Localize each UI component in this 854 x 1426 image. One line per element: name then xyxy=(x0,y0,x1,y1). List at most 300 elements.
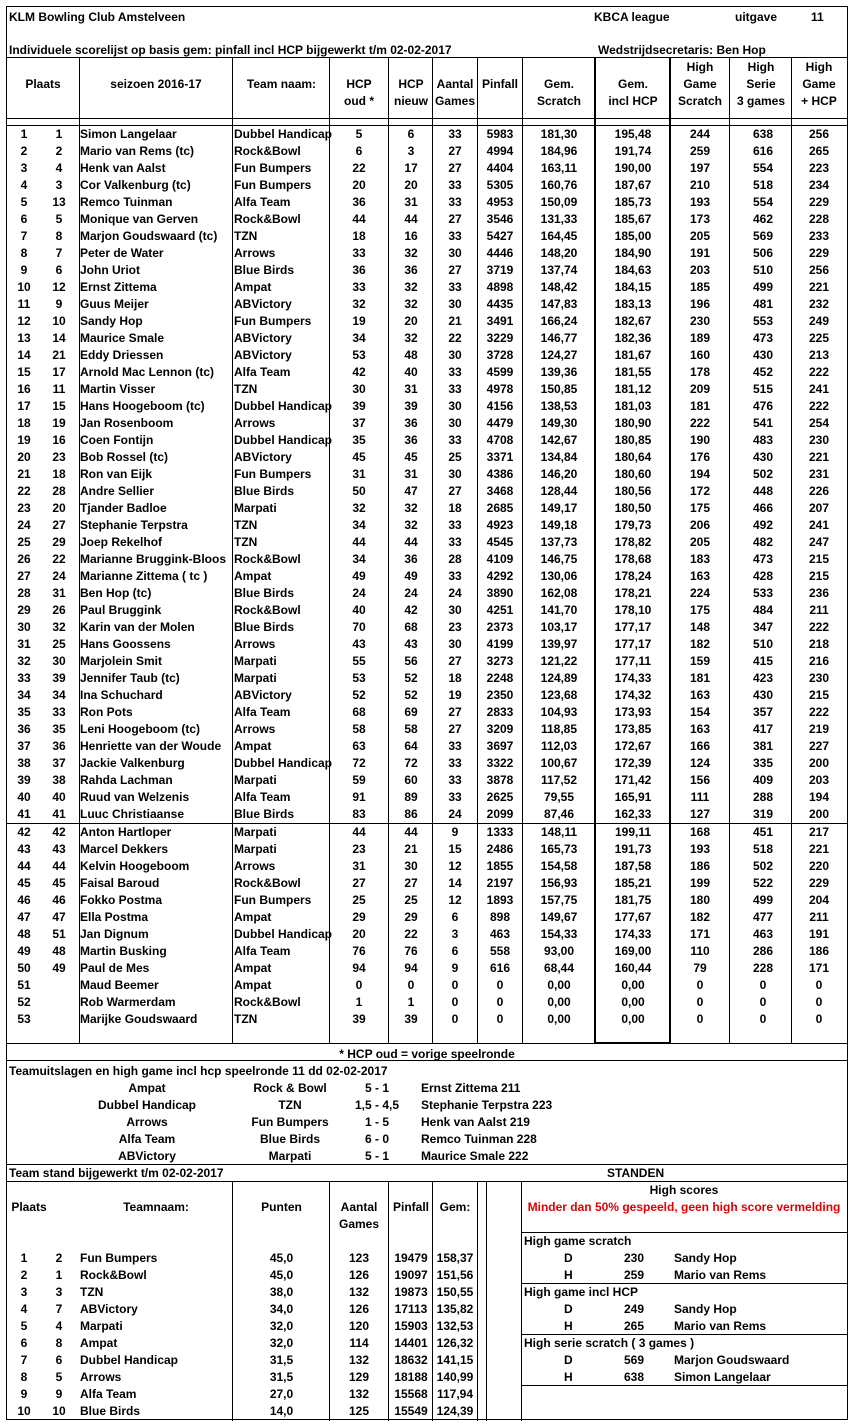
high-game-hcp: 231 xyxy=(808,467,830,481)
team-name: ABVictory xyxy=(234,450,292,464)
high-game-scratch: 193 xyxy=(689,842,711,856)
team-name: Arrows xyxy=(234,416,276,430)
high-game-hcp: 256 xyxy=(808,263,830,277)
avg-incl-hcp: 183,13 xyxy=(614,297,652,311)
avg-incl-hcp: 179,73 xyxy=(614,518,652,532)
prev-rank: 48 xyxy=(52,944,66,958)
high-game-scratch: 181 xyxy=(689,671,711,685)
games: 30 xyxy=(448,246,462,260)
hcp-new: 32 xyxy=(404,297,418,311)
column-divider xyxy=(522,57,523,1043)
standings-row xyxy=(7,1403,847,1420)
team-name: Fun Bumpers xyxy=(80,1251,158,1265)
high-game-scratch: 173 xyxy=(689,212,711,226)
avg-incl-hcp: 181,67 xyxy=(614,348,652,362)
team-name: Blue Birds xyxy=(234,263,295,277)
avg-scratch: 128,44 xyxy=(540,484,578,498)
player-name: Peter de Water xyxy=(80,246,164,260)
high-serie: 0 xyxy=(759,978,767,992)
high-game-scratch: 190 xyxy=(689,433,711,447)
column-header: Games xyxy=(434,94,476,108)
column-header: incl HCP xyxy=(608,94,658,108)
high-game-hcp: 186 xyxy=(808,944,830,958)
games: 15 xyxy=(448,842,462,856)
hcp-new: 20 xyxy=(404,314,418,328)
rank: 7 xyxy=(20,1353,28,1367)
high-game-hcp: 232 xyxy=(808,297,830,311)
average: 124,39 xyxy=(436,1404,474,1418)
prev-rank: 20 xyxy=(52,501,66,515)
high-serie: 476 xyxy=(752,399,774,413)
avg-incl-hcp: 174,32 xyxy=(614,688,652,702)
team-name: Fun Bumpers xyxy=(234,161,312,175)
avg-incl-hcp: 187,58 xyxy=(614,859,652,873)
team-name: Ampat xyxy=(234,569,272,583)
home-team: Ampat xyxy=(128,1081,166,1095)
player-name: Kelvin Hoogeboom xyxy=(80,859,190,873)
player-name: Henk van Aalst xyxy=(80,161,166,175)
hcp-new: 43 xyxy=(404,637,418,651)
high-serie: 319 xyxy=(752,807,774,821)
table-row xyxy=(7,602,847,619)
avg-scratch: 166,24 xyxy=(540,314,578,328)
prev-rank: 14 xyxy=(52,331,66,345)
prev-rank: 5 xyxy=(55,1370,63,1384)
prev-rank: 33 xyxy=(52,705,66,719)
high-game-scratch: 127 xyxy=(689,807,711,821)
rank: 8 xyxy=(20,246,28,260)
prev-rank: 46 xyxy=(52,893,66,907)
high-game-scratch: 175 xyxy=(689,603,711,617)
hcp-new: 40 xyxy=(404,365,418,379)
prev-rank: 43 xyxy=(52,842,66,856)
high-game-hcp: 0 xyxy=(815,1012,823,1026)
pinfall: 3209 xyxy=(486,722,514,736)
hcp-new: 48 xyxy=(404,348,418,362)
prev-rank: 40 xyxy=(52,790,66,804)
avg-incl-hcp: 181,55 xyxy=(614,365,652,379)
results-title: Teamuitslagen en high game incl hcp speelronde 11 dd 02-02-2017 xyxy=(9,1064,388,1078)
avg-scratch: 149,30 xyxy=(540,416,578,430)
games: 3 xyxy=(451,927,459,941)
prev-rank: 12 xyxy=(52,280,66,294)
high-serie: 466 xyxy=(752,501,774,515)
rank: 51 xyxy=(17,978,31,992)
table-row xyxy=(7,755,847,772)
player-name: Marcel Dekkers xyxy=(80,842,169,856)
rank: 6 xyxy=(20,1336,28,1350)
rank: 10 xyxy=(17,280,31,294)
high-game-hcp: 171 xyxy=(808,961,830,975)
pinfall: 17113 xyxy=(394,1302,428,1316)
team-name: Arrows xyxy=(234,722,276,736)
player-name: Faisal Baroud xyxy=(80,876,160,890)
high-game-scratch: 193 xyxy=(689,195,711,209)
team-name: ABVictory xyxy=(234,331,292,345)
divider xyxy=(7,1060,847,1061)
player-name: Ron van Eijk xyxy=(80,467,153,481)
table-row xyxy=(7,432,847,449)
rank: 22 xyxy=(17,484,31,498)
avg-scratch: 138,53 xyxy=(540,399,578,413)
high-serie: 569 xyxy=(752,229,774,243)
hcp-new: 58 xyxy=(404,722,418,736)
hcp-new: 36 xyxy=(404,416,418,430)
pinfall: 4994 xyxy=(486,144,514,158)
column-divider xyxy=(232,57,233,1043)
table-row xyxy=(7,892,847,909)
team-name: Rock&Bowl xyxy=(234,144,301,158)
high-serie: 518 xyxy=(752,178,774,192)
highscore-name: Mario van Rems xyxy=(674,1268,767,1282)
high-game-scratch: 111 xyxy=(690,790,710,804)
standings-col-punten: Punten xyxy=(261,1200,302,1214)
standings-col-pinfall: Pinfall xyxy=(392,1200,429,1214)
prev-rank: 25 xyxy=(52,637,66,651)
rank: 6 xyxy=(20,212,28,226)
avg-incl-hcp: 184,90 xyxy=(614,246,652,260)
player-name: Simon Langelaar xyxy=(80,127,177,141)
home-team: Dubbel Handicap xyxy=(97,1098,196,1112)
prev-rank: 29 xyxy=(52,535,66,549)
hcp-new: 25 xyxy=(404,893,418,907)
pinfall: 898 xyxy=(489,910,511,924)
games: 126 xyxy=(348,1268,370,1282)
hcp-new: 42 xyxy=(404,603,418,617)
player-name: Ina Schuchard xyxy=(80,688,163,702)
hcp-new: 27 xyxy=(404,876,418,890)
table-row xyxy=(7,262,847,279)
pinfall: 3468 xyxy=(486,484,514,498)
divider xyxy=(7,1043,847,1044)
hcp-new: 21 xyxy=(404,842,418,856)
highscore-category: H xyxy=(564,1268,573,1282)
games: 33 xyxy=(448,518,462,532)
hcp-new: 39 xyxy=(404,1012,418,1026)
hcp-old: 45 xyxy=(352,450,366,464)
table-row xyxy=(7,143,847,160)
highscore-name: Sandy Hop xyxy=(674,1302,737,1316)
highscore-value: 230 xyxy=(624,1251,645,1265)
games: 27 xyxy=(448,484,462,498)
high-game-hcp: 211 xyxy=(809,603,829,617)
points: 45,0 xyxy=(269,1268,294,1282)
player-name: Hans Hoogeboom (tc) xyxy=(80,399,205,413)
rank: 46 xyxy=(17,893,31,907)
high-game-scratch: 209 xyxy=(689,382,711,396)
rank: 5 xyxy=(20,195,28,209)
match-score: 5 - 1 xyxy=(364,1149,389,1163)
match-score: 1,5 - 4,5 xyxy=(354,1098,400,1112)
rank: 18 xyxy=(17,416,31,430)
games: 33 xyxy=(448,739,462,753)
player-name: Hans Goossens xyxy=(80,637,171,651)
rank: 26 xyxy=(17,552,31,566)
team-name: Arrows xyxy=(80,1370,122,1384)
rank: 35 xyxy=(17,705,31,719)
games: 126 xyxy=(348,1302,370,1316)
avg-scratch: 134,84 xyxy=(540,450,578,464)
hcp-old: 31 xyxy=(352,467,366,481)
away-team: Rock & Bowl xyxy=(253,1081,327,1095)
high-serie: 0 xyxy=(759,1012,767,1026)
high-game-scratch: 230 xyxy=(689,314,711,328)
hcp-new: 60 xyxy=(404,773,418,787)
team-name: ABVictory xyxy=(234,297,292,311)
hcp-old: 23 xyxy=(352,842,366,856)
rank: 50 xyxy=(17,961,31,975)
games: 0 xyxy=(451,1012,459,1026)
pinfall: 2248 xyxy=(486,671,514,685)
high-serie: 518 xyxy=(752,842,774,856)
average: 135,82 xyxy=(436,1302,474,1316)
avg-scratch: 156,93 xyxy=(540,876,578,890)
table-row xyxy=(7,977,847,994)
hcp-new: 76 xyxy=(404,944,418,958)
hcp-old: 91 xyxy=(352,790,366,804)
high-game-hcp: 230 xyxy=(808,671,830,685)
games: 14 xyxy=(448,876,462,890)
prev-rank: 8 xyxy=(55,1336,63,1350)
games: 123 xyxy=(348,1251,370,1265)
rank: 10 xyxy=(17,1404,31,1418)
high-serie: 541 xyxy=(752,416,774,430)
team-name: Rock&Bowl xyxy=(234,603,301,617)
pinfall: 3491 xyxy=(486,314,514,328)
team-name: Dubbel Handicap xyxy=(234,127,333,141)
player-name: Marianne Bruggink-Bloos xyxy=(80,552,227,566)
hcp-new: 32 xyxy=(404,331,418,345)
hcp-old: 37 xyxy=(352,416,366,430)
high-game-hcp: 200 xyxy=(808,807,830,821)
edition-label: uitgave xyxy=(735,10,778,24)
table-row xyxy=(7,228,847,245)
divider xyxy=(521,1334,847,1335)
prev-rank: 51 xyxy=(52,927,66,941)
high-serie: 228 xyxy=(752,961,774,975)
average: 150,55 xyxy=(436,1285,474,1299)
highscore-name: Mario van Rems xyxy=(674,1319,767,1333)
games: 33 xyxy=(448,535,462,549)
avg-incl-hcp: 180,50 xyxy=(614,501,652,515)
high-game-hcp: 217 xyxy=(808,825,830,839)
high-serie: 335 xyxy=(752,756,774,770)
standen-label: STANDEN xyxy=(607,1166,665,1180)
rank: 12 xyxy=(17,314,31,328)
high-game-hcp: 215 xyxy=(808,688,830,702)
player-name: Joep Rekelhof xyxy=(80,535,163,549)
standings-divider xyxy=(329,1181,330,1421)
prev-rank: 17 xyxy=(52,365,66,379)
avg-incl-hcp: 187,67 xyxy=(614,178,652,192)
high-serie: 522 xyxy=(752,876,774,890)
avg-incl-hcp: 184,15 xyxy=(614,280,652,294)
player-name: Anton Hartloper xyxy=(80,825,172,839)
prev-rank: 3 xyxy=(55,178,63,192)
player-name: Cor Valkenburg (tc) xyxy=(80,178,191,192)
high-serie: 481 xyxy=(752,297,774,311)
pinfall: 3229 xyxy=(486,331,514,345)
average: 132,53 xyxy=(436,1319,474,1333)
high-serie: 463 xyxy=(752,927,774,941)
pinfall: 15549 xyxy=(394,1404,428,1418)
high-serie: 482 xyxy=(752,535,774,549)
high-game-hcp: 222 xyxy=(808,399,830,413)
prev-rank: 36 xyxy=(52,739,66,753)
hcp-old: 83 xyxy=(352,807,366,821)
hcp-old: 25 xyxy=(352,893,366,907)
pinfall: 4292 xyxy=(486,569,514,583)
team-name: TZN xyxy=(234,518,258,532)
avg-scratch: 184,96 xyxy=(540,144,578,158)
table-row xyxy=(7,585,847,602)
highlight-column-border xyxy=(595,1042,670,1043)
avg-scratch: 146,75 xyxy=(540,552,578,566)
high-game: Ernst Zittema 211 xyxy=(421,1081,521,1095)
column-header: Team naam: xyxy=(246,77,317,91)
hcp-new: 68 xyxy=(404,620,418,634)
high-serie: 502 xyxy=(752,859,774,873)
rank: 38 xyxy=(17,756,31,770)
league-name: KBCA league xyxy=(594,10,670,24)
team-name: Arrows xyxy=(234,859,276,873)
player-name: Maurice Smale xyxy=(80,331,165,345)
standings-divider xyxy=(486,1181,487,1421)
table-row xyxy=(7,670,847,687)
table-row xyxy=(7,789,847,806)
points: 27,0 xyxy=(269,1387,294,1401)
page-subtitle: Individuele scorelijst op basis gem: pinfall incl HCP bijgewerkt t/m 02-02-2017 xyxy=(9,43,452,57)
high-game-hcp: 229 xyxy=(808,876,830,890)
games: 30 xyxy=(448,399,462,413)
highscore-section-title: High serie scratch ( 3 games ) xyxy=(524,1336,695,1350)
avg-incl-hcp: 160,44 xyxy=(614,961,652,975)
high-game-scratch: 171 xyxy=(689,927,711,941)
high-game-hcp: 213 xyxy=(808,348,830,362)
hcp-new: 30 xyxy=(404,859,418,873)
avg-scratch: 154,58 xyxy=(540,859,578,873)
high-game-hcp: 219 xyxy=(808,722,830,736)
team-name: Rock&Bowl xyxy=(234,995,301,1009)
divider xyxy=(7,118,847,119)
avg-scratch: 137,73 xyxy=(540,535,578,549)
pinfall: 4479 xyxy=(486,416,514,430)
high-game-hcp: 233 xyxy=(808,229,830,243)
games: 30 xyxy=(448,603,462,617)
highscore-category: D xyxy=(564,1353,573,1367)
high-game-hcp: 200 xyxy=(808,756,830,770)
edition-number: 11 xyxy=(811,10,824,24)
table-row xyxy=(7,211,847,228)
hcp-old: 33 xyxy=(352,246,366,260)
avg-incl-hcp: 0,00 xyxy=(621,1012,645,1026)
high-serie: 477 xyxy=(752,910,774,924)
highscores-title: High scores xyxy=(649,1183,719,1197)
standings-divider xyxy=(477,1181,478,1421)
away-team: TZN xyxy=(278,1098,302,1112)
rank: 24 xyxy=(17,518,31,532)
high-game-scratch: 181 xyxy=(689,399,711,413)
prev-rank: 22 xyxy=(52,552,66,566)
hcp-old: 5 xyxy=(355,127,363,141)
games: 33 xyxy=(448,790,462,804)
highlight-column-border xyxy=(669,57,670,1043)
table-row xyxy=(7,483,847,500)
prev-rank: 2 xyxy=(55,144,63,158)
avg-incl-hcp: 178,21 xyxy=(614,586,652,600)
table-row xyxy=(7,160,847,177)
prev-rank xyxy=(39,977,79,994)
table-row xyxy=(7,415,847,432)
games: 24 xyxy=(448,586,462,600)
hcp-new: 69 xyxy=(404,705,418,719)
player-name: Ben Hop (tc) xyxy=(80,586,152,600)
avg-scratch: 149,67 xyxy=(540,910,578,924)
high-game-scratch: 156 xyxy=(689,773,711,787)
avg-scratch: 93,00 xyxy=(543,944,575,958)
high-serie: 286 xyxy=(752,944,774,958)
highlight-column-border xyxy=(595,57,596,1043)
prev-rank: 4 xyxy=(55,161,63,175)
hcp-new: 29 xyxy=(404,910,418,924)
team-name: ABVictory xyxy=(80,1302,138,1316)
team-name: Arrows xyxy=(234,637,276,651)
hcp-old: 22 xyxy=(352,161,366,175)
games: 33 xyxy=(448,433,462,447)
avg-scratch: 163,11 xyxy=(540,161,578,175)
hcp-new: 36 xyxy=(404,263,418,277)
high-game-scratch: 148 xyxy=(689,620,711,634)
prev-rank: 7 xyxy=(55,1302,63,1316)
high-game-hcp: 241 xyxy=(808,518,830,532)
highscore-category: D xyxy=(564,1302,573,1316)
high-game-hcp: 191 xyxy=(808,927,830,941)
player-name: Guus Meijer xyxy=(80,297,149,311)
table-row xyxy=(7,177,847,194)
table-row xyxy=(7,568,847,585)
high-game-scratch: 196 xyxy=(689,297,711,311)
hcp-new: 1 xyxy=(407,995,415,1009)
pinfall: 19479 xyxy=(394,1251,428,1265)
high-game-scratch: 168 xyxy=(689,825,711,839)
team-name: Rock&Bowl xyxy=(234,552,301,566)
table-row xyxy=(7,653,847,670)
high-serie: 409 xyxy=(752,773,774,787)
high-serie: 616 xyxy=(752,144,774,158)
secretary: Wedstrijdsecretaris: Ben Hop xyxy=(598,43,766,57)
rank: 53 xyxy=(17,1012,31,1026)
rank: 20 xyxy=(17,450,31,464)
high-serie: 430 xyxy=(752,688,774,702)
high-game-scratch: 206 xyxy=(689,518,711,532)
high-game-scratch: 222 xyxy=(689,416,711,430)
table-row xyxy=(7,943,847,960)
high-serie: 452 xyxy=(752,365,774,379)
rank: 47 xyxy=(17,910,31,924)
player-name: Paul Bruggink xyxy=(80,603,162,617)
hcp-new: 49 xyxy=(404,569,418,583)
pinfall: 4446 xyxy=(486,246,514,260)
avg-incl-hcp: 173,93 xyxy=(614,705,652,719)
high-serie: 473 xyxy=(752,552,774,566)
avg-incl-hcp: 185,67 xyxy=(614,212,652,226)
standings-col-team: Teamnaam: xyxy=(123,1200,189,1214)
divider xyxy=(521,1385,847,1386)
high-serie: 417 xyxy=(752,722,774,736)
avg-incl-hcp: 177,67 xyxy=(614,910,652,924)
team-name: Ampat xyxy=(234,739,272,753)
rank: 33 xyxy=(17,671,31,685)
